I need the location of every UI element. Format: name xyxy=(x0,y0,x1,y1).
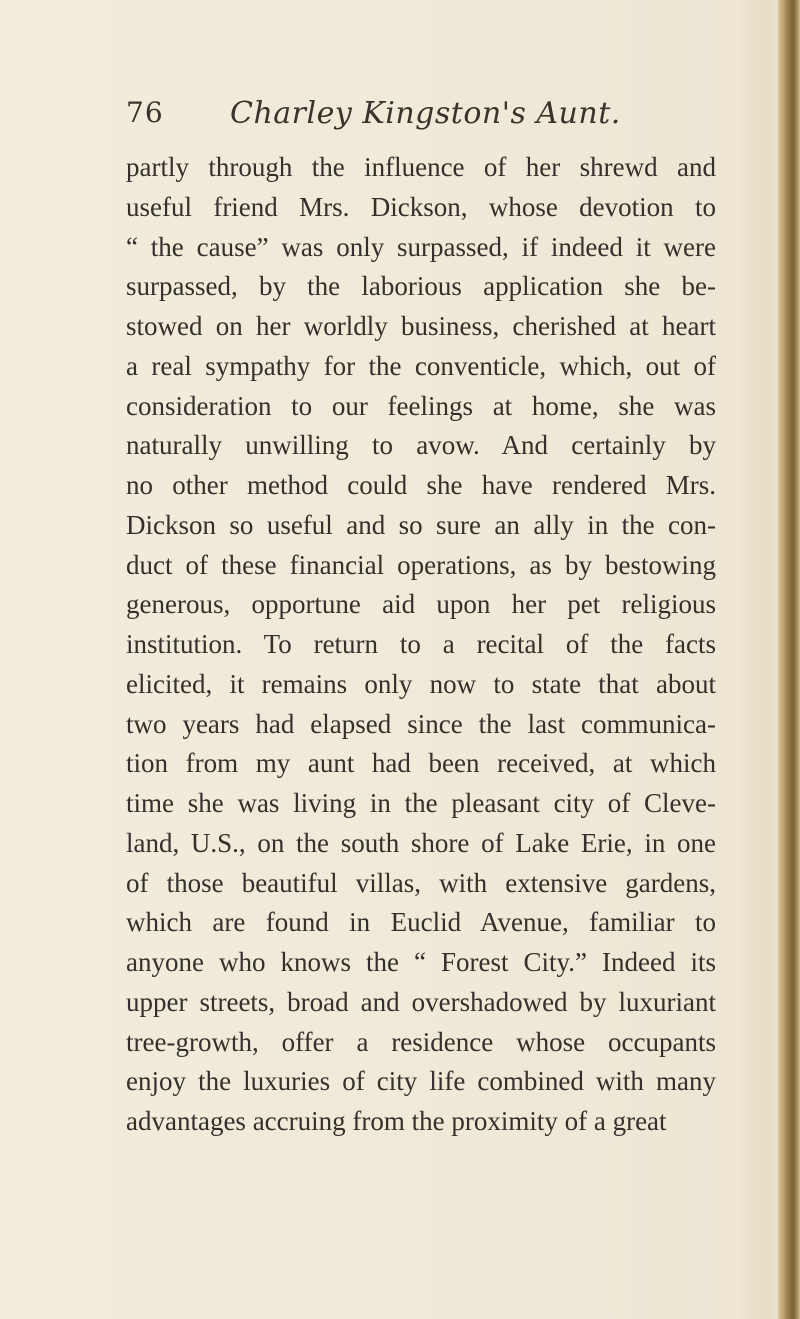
text-line: which are found in Euclid Avenue, familiar to xyxy=(126,907,716,938)
text-line: surpassed, by the laborious application she be- xyxy=(126,271,716,302)
text-line: a real sympathy for the conventicle, which, out of xyxy=(126,350,716,381)
text-line: enjoy the luxuries of city life combined with many xyxy=(126,1066,716,1097)
text-line: naturally unwilling to avow. And certainly by xyxy=(126,430,716,461)
body-paragraph xyxy=(126,148,716,1142)
text-line: tree-growth, offer a residence whose occupants xyxy=(126,1026,716,1057)
text-line: consideration to our feelings at home, she was xyxy=(126,390,716,421)
text-line: generous, opportune aid upon her pet religious xyxy=(126,589,716,620)
text-line: land, U.S., on the south shore of Lake Erie, in one xyxy=(126,827,716,858)
text-line: no other method could she have rendered Mrs. xyxy=(126,470,716,500)
text-line: duct of these financial operations, as by bestowing xyxy=(126,549,716,580)
text-line: partly through the influence of her shrewd and xyxy=(126,152,716,182)
text-line: tion from my aunt had been received, at which xyxy=(126,748,716,779)
book-spine-shadow xyxy=(778,0,800,1319)
text-line: Dickson so useful and so sure an ally in the con- xyxy=(126,509,716,540)
page-number: 76 xyxy=(126,96,164,129)
running-title: Charley Kingston's Aunt. xyxy=(230,96,621,131)
text-line: elicited, it remains only now to state that about xyxy=(126,668,716,699)
text-line: “ the cause” was only surpassed, if indeed it were xyxy=(126,231,716,262)
text-line: stowed on her worldly business, cherished at heart xyxy=(126,311,716,341)
text-line: useful friend Mrs. Dickson, whose devotion to xyxy=(126,191,716,222)
text-line: institution. To return to a recital of the facts xyxy=(126,629,716,659)
text-line: two years had elapsed since the last communica- xyxy=(126,708,716,739)
text-line: anyone who knows the “ Forest City.” Indeed its xyxy=(126,947,716,977)
text-line: time she was living in the pleasant city of Cleve- xyxy=(126,788,716,818)
text-line: advantages accruing from the proximity of a great xyxy=(126,1106,667,1136)
text-line: of those beautiful villas, with extensive gardens, xyxy=(126,867,716,898)
text-line: upper streets, broad and overshadowed by luxuriant xyxy=(126,986,716,1017)
